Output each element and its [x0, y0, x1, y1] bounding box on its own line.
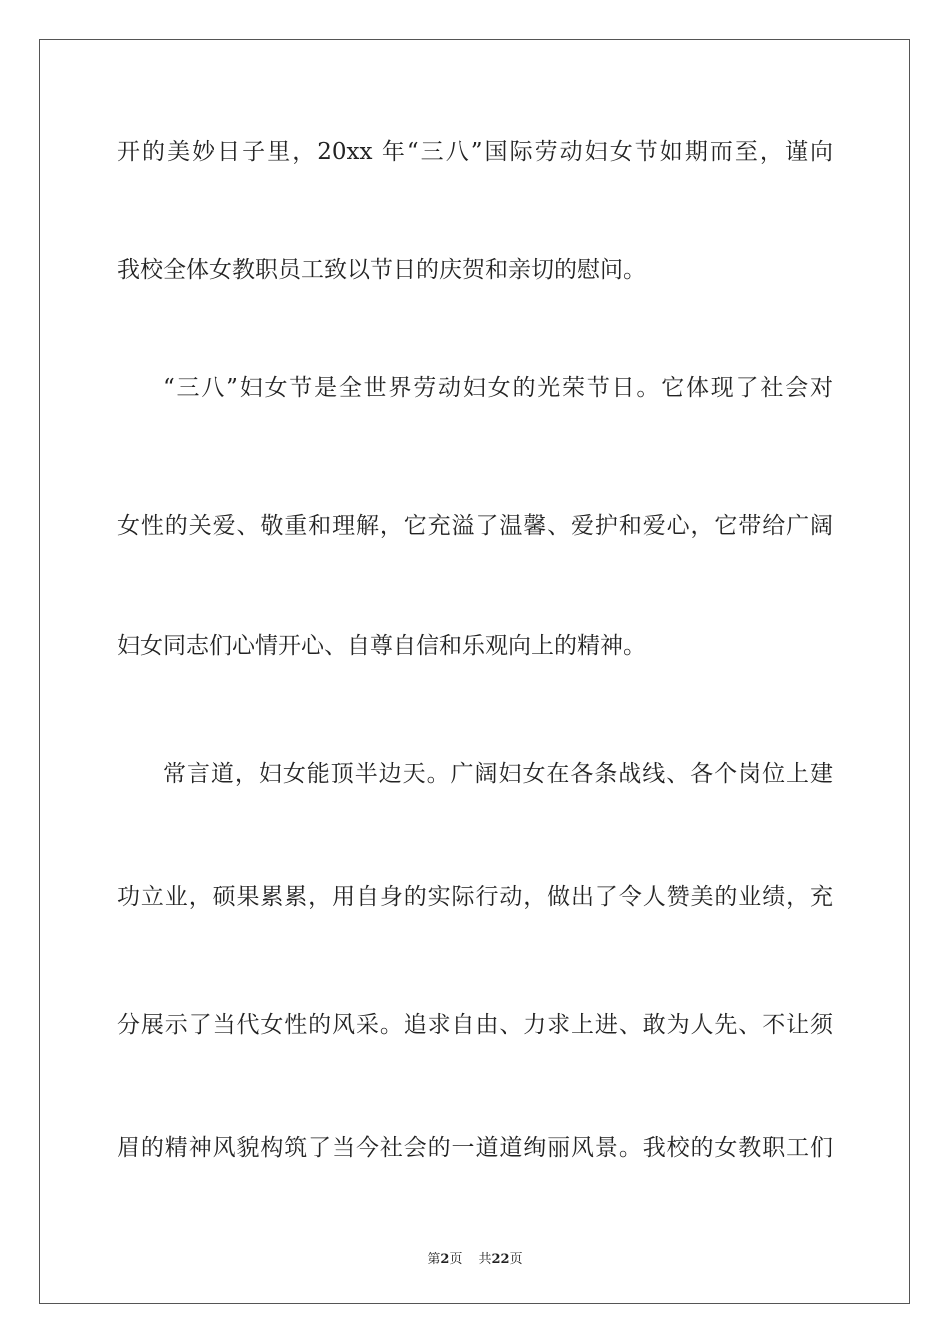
- text-line-2: 我校全体女教职员工致以节日的庆贺和亲切的慰问。: [117, 257, 646, 283]
- text-line-8: 分展示了当代女性的风采。追求自由、力求上进、敢为人先、不让须: [117, 1012, 833, 1038]
- total-suffix: 页: [509, 1252, 523, 1267]
- page-border: [39, 39, 910, 1304]
- page-prefix: 第: [427, 1252, 441, 1267]
- page-current: 2: [440, 1252, 450, 1267]
- text-line-4: 女性的关爱、敬重和理解，它充溢了温馨、爱护和爱心，它带给广阔: [117, 513, 833, 539]
- text-line-1: 开的美妙日子里，20xx 年“三八”国际劳动妇女节如期而至，谨向: [117, 139, 833, 165]
- page-suffix: 页: [449, 1252, 463, 1267]
- text-line-6: 常言道，妇女能顶半边天。广阔妇女在各条战线、各个岗位上建: [163, 761, 833, 787]
- text-line-9: 眉的精神风貌构筑了当今社会的一道道绚丽风景。我校的女教职工们: [117, 1135, 833, 1161]
- total-prefix: 共: [478, 1252, 492, 1267]
- page-total: 22: [491, 1252, 510, 1267]
- text-line-5: 妇女同志们心情开心、自尊自信和乐观向上的精神。: [117, 633, 646, 659]
- text-line-7: 功立业，硕果累累，用自身的实际行动，做出了令人赞美的业绩，充: [117, 884, 833, 910]
- page-footer: [0, 1248, 950, 1267]
- text-line-3: “三八”妇女节是全世界劳动妇女的光荣节日。它体现了社会对: [163, 375, 833, 401]
